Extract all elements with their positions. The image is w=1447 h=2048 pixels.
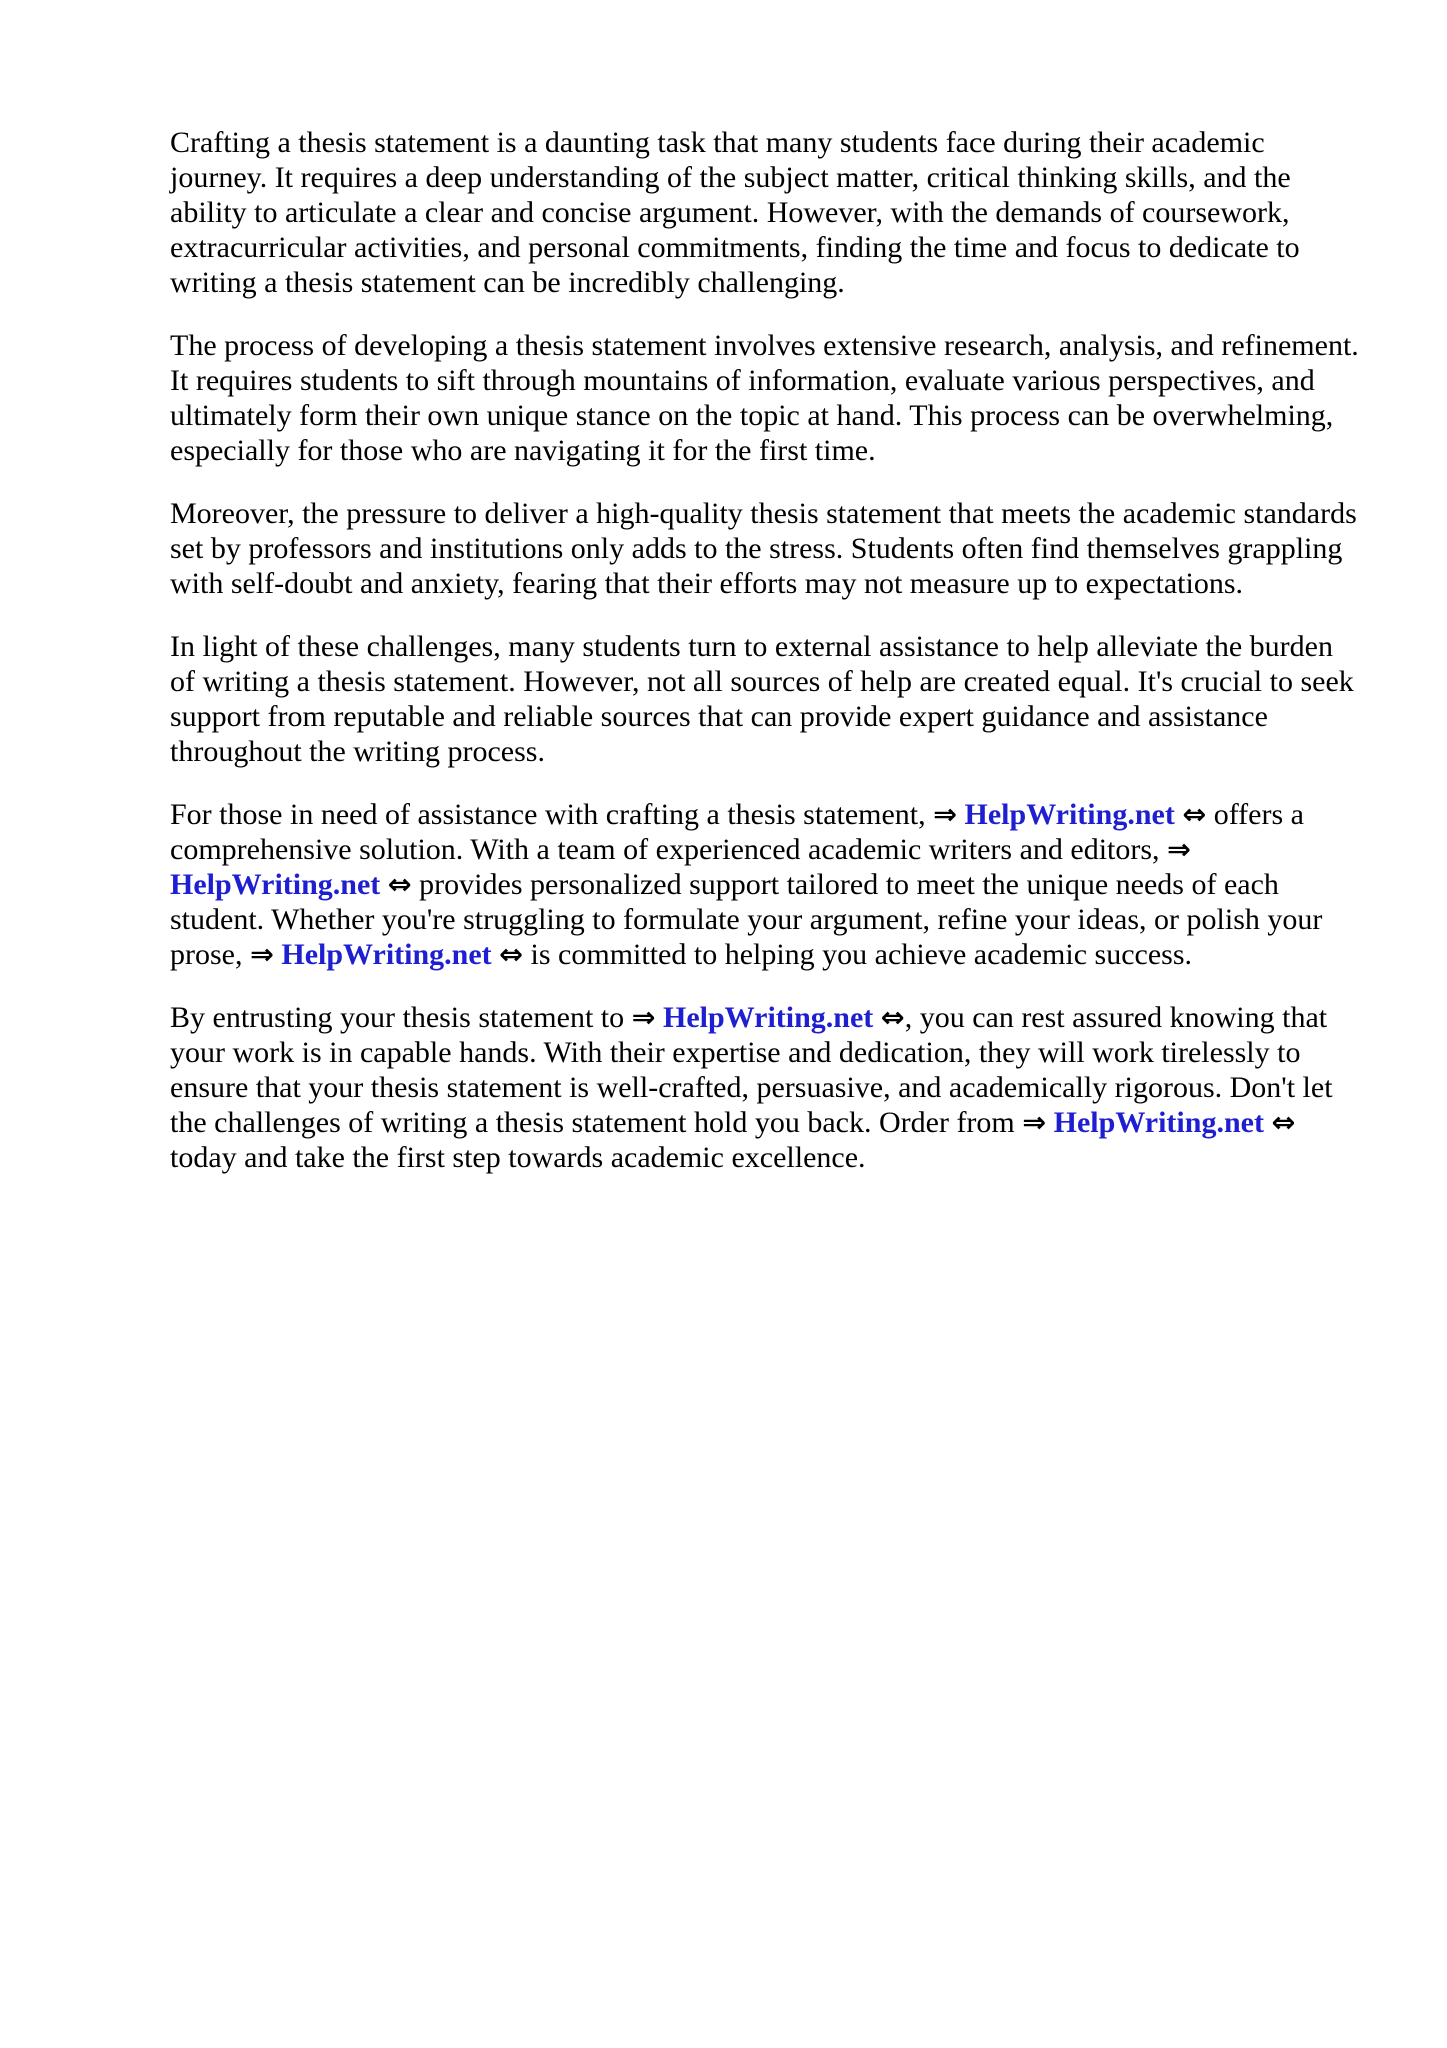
text-run: provides personalized support tailored to meet the unique needs of each student. Whether you're struggling to formulate your argument, refine your ideas, or polish your prose,: [170, 868, 1323, 971]
text-run: [957, 798, 965, 831]
double-arrow-right-icon: ⇒: [1167, 833, 1191, 866]
double-arrow-leftright-icon: ⇔: [1271, 1106, 1296, 1139]
double-arrow-right-icon: ⇒: [1022, 1106, 1047, 1139]
double-arrow-right-icon: ⇒: [249, 938, 274, 971]
helpwriting-link[interactable]: HelpWriting.net: [1053, 1106, 1264, 1139]
text-run: [380, 868, 388, 901]
text-run: For those in need of assistance with crafting a thesis statement,: [170, 798, 934, 831]
helpwriting-link[interactable]: HelpWriting.net: [964, 798, 1175, 831]
paragraph: [170, 797, 1360, 972]
double-arrow-leftright-icon: ⇔: [880, 1001, 905, 1034]
text-run: offers a comprehensive solution. With a team of experienced academic writers and editors,: [170, 798, 1304, 866]
text-run: Moreover, the pressure to deliver a high-quality thesis statement that meets the academic standards set by professors and institutions only adds to the stress. Students often find themselves grappling with self-doubt and anxiety, fearing that their efforts may not measure up to expectations.: [170, 497, 1357, 600]
text-run: By entrusting your thesis statement to: [170, 1001, 632, 1034]
paragraph: [170, 328, 1360, 468]
document-body: [170, 125, 1360, 1203]
paragraph: [170, 125, 1360, 300]
helpwriting-link[interactable]: HelpWriting.net: [281, 938, 492, 971]
paragraph: [170, 1000, 1360, 1175]
text-run: In light of these challenges, many students turn to external assistance to help alleviate the burden of writing a thesis statement. However, not all sources of help are created equal. It's crucial to seek support from reputable and reliable sources that can provide expert guidance and assistance throughout the writing process.: [170, 630, 1354, 768]
text-run: [1046, 1106, 1054, 1139]
double-arrow-leftright-icon: ⇔: [499, 938, 524, 971]
paragraph: [170, 496, 1360, 601]
text-run: [873, 1001, 881, 1034]
text-run: Crafting a thesis statement is a daunting task that many students face during their academic journey. It requires a deep understanding of the subject matter, critical thinking skills, and the ability to articulate a clear and concise argument. However, with the demands of coursework, extracurricular activities, and personal commitments, finding the time and focus to dedicate to writing a thesis statement can be incredibly challenging.: [170, 126, 1300, 299]
double-arrow-leftright-icon: ⇔: [387, 868, 412, 901]
helpwriting-link[interactable]: HelpWriting.net: [170, 868, 381, 901]
double-arrow-right-icon: ⇒: [631, 1001, 656, 1034]
text-run: [656, 1001, 664, 1034]
text-run: today and take the first step towards academic excellence.: [170, 1141, 866, 1174]
paragraph: [170, 629, 1360, 769]
double-arrow-right-icon: ⇒: [933, 798, 958, 831]
text-run: The process of developing a thesis statement involves extensive research, analysis, and refinement. It requires students to sift through mountains of information, evaluate various perspectives, and ultimately form their own unique stance on the topic at hand. This process can be overwhelming, especially for those who are navigating it for the first time.: [170, 329, 1359, 467]
helpwriting-link[interactable]: HelpWriting.net: [663, 1001, 874, 1034]
text-run: is committed to helping you achieve academic success.: [523, 938, 1192, 971]
text-run: , you can rest assured knowing that your work is in capable hands. With their expertise and dedication, they will work tirelessly to ensure that your thesis statement is well-crafted, persuasive, and academically rigorous. Don't let the challenges of writing a thesis statement hold you back. Order from: [170, 1001, 1333, 1139]
double-arrow-leftright-icon: ⇔: [1182, 798, 1207, 831]
